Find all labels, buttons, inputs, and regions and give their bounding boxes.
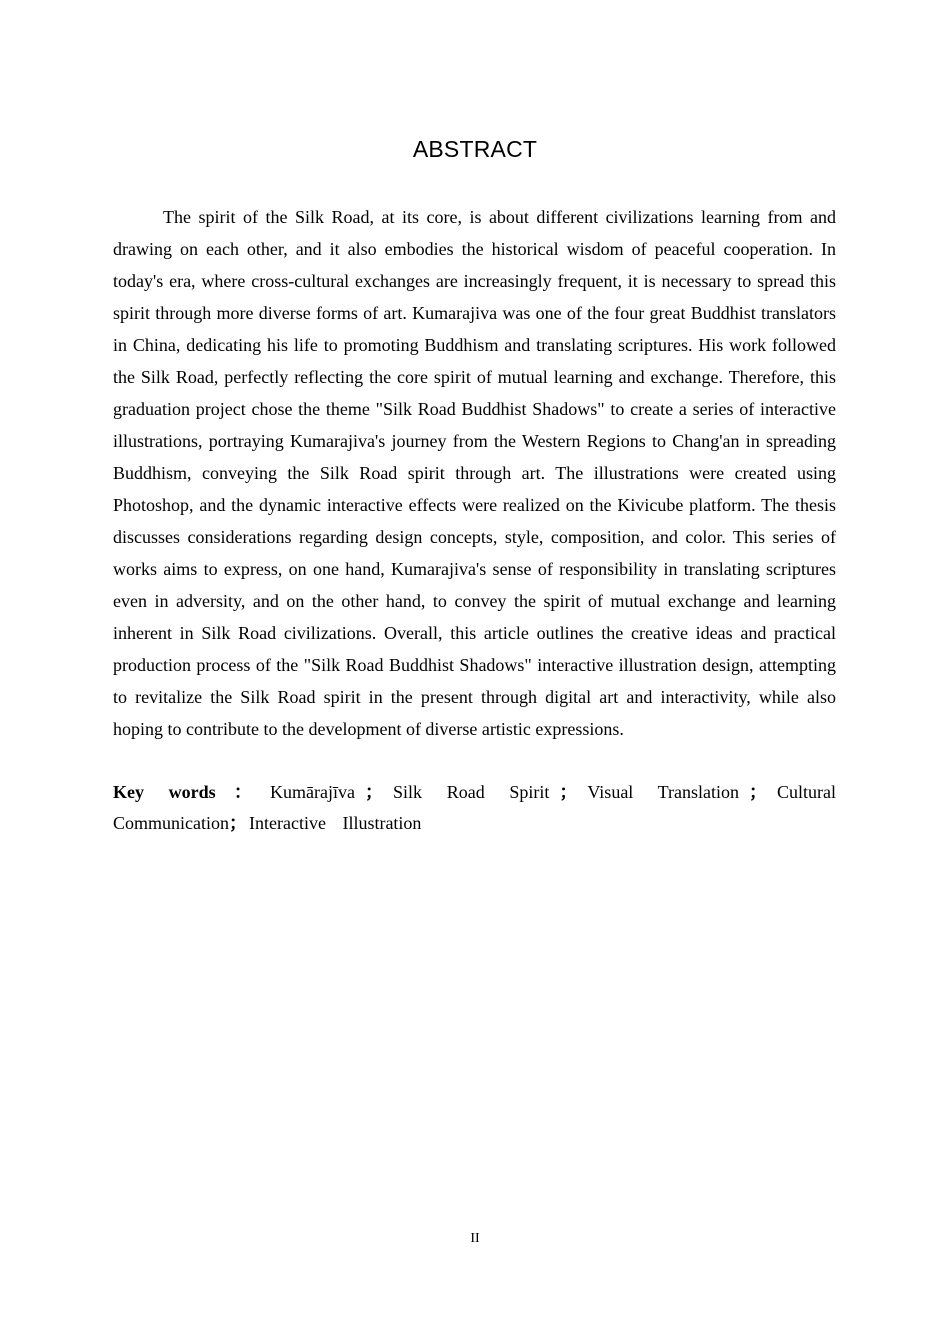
keyword-item: Cultural Communication [113,782,837,833]
keyword-separator: ； [365,782,384,802]
keyword-item: Interactive Illustration [249,813,422,833]
keyword-separator: ； [559,782,578,802]
abstract-paragraph: The spirit of the Silk Road, at its core, is about different civilizations learning from and drawing on each other, and it also embodies the historical wisdom of peaceful cooperation. In today's era, where cross-cultural exchanges are increasingly frequent, it is necessary to spread this spirit through more diverse forms of art. Kumarajiva was one of the four great Buddhist translators in China, dedicating his life to promoting Buddhism and translating scriptures. His work followed the Silk Road, perfectly reflecting the core spirit of mutual learning and exchange. Therefore, this graduation project chose the theme "Silk Road Buddhist Shadows" to create a series of interactive illustrations, portraying Kumarajiva's journey from the Western Regions to Chang'an in spreading Buddhism, conveying the Silk Road spirit through art. The illustrations were created using Photoshop, and the dynamic interactive effects were realized on the Kivicube platform. The thesis discusses considerations regarding design concepts, style, composition, and color. This series of works aims to express, on one hand, Kumarajiva's sense of responsibility in translating scriptures even in adversity, and on the other hand, to convey the spirit of mutual exchange and learning inherent in Silk Road civilizations. Overall, this article outlines the creative ideas and practical production process of the "Silk Road Buddhist Shadows" interactive illustration design, attempting to revitalize the Silk Road spirit in the present through digital art and interactivity, while also hoping to contribute to the development of diverse artistic expressions. [113,207,836,739]
keyword-separator: ； [749,782,768,802]
keyword-separator: ； [229,813,247,833]
keywords-line [113,777,836,839]
page-number: II [470,1231,480,1246]
keyword-item: Kumārajīva [270,782,356,802]
keyword-item: Visual Translation [587,782,740,802]
keywords-colon: ： [225,782,261,802]
keyword-item: Silk Road Spirit [393,782,550,802]
abstract-title: ABSTRACT [412,136,538,162]
keywords-label: Key words [113,782,216,802]
